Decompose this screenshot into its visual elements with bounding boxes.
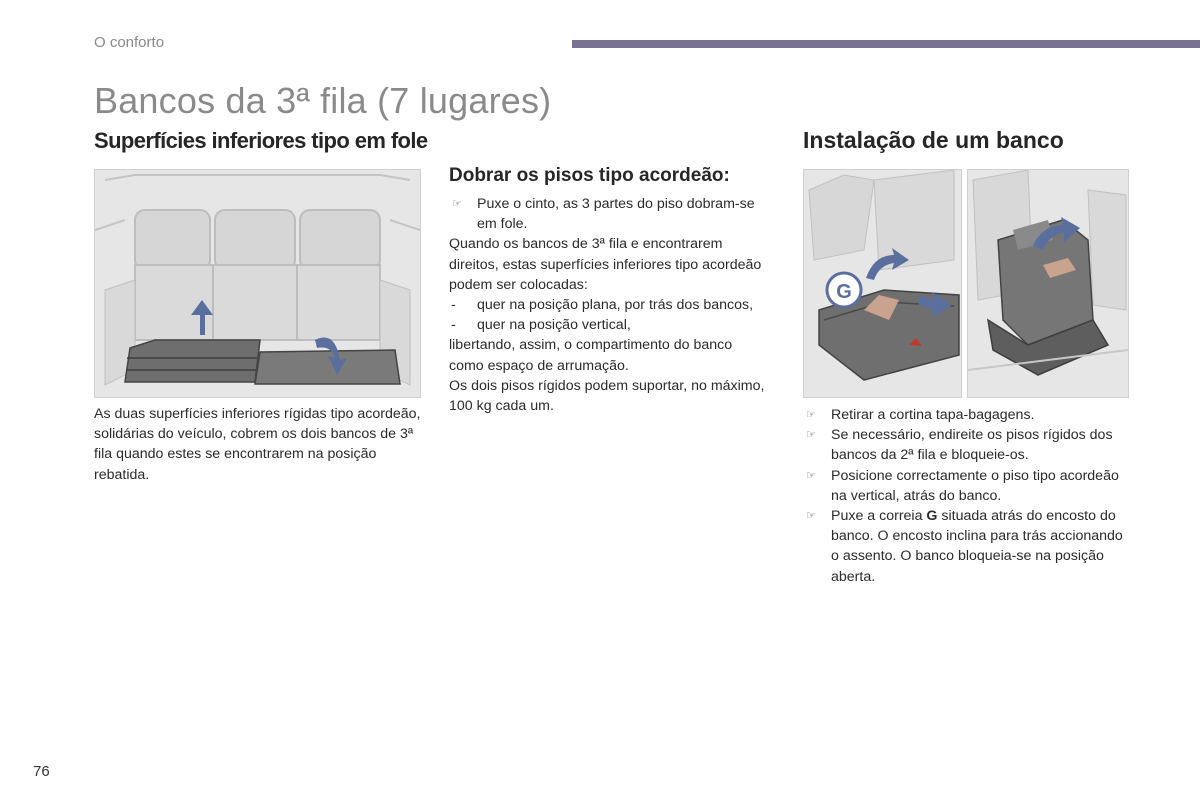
seats-floor-drawing bbox=[95, 170, 420, 397]
dash-text: quer na posição vertical, bbox=[477, 317, 631, 334]
bullet-text-post: situada atrás do encosto do banco. O encosto inclina para trás accionando o assento. O banco bloqueia-se na posição aberta. bbox=[831, 508, 1123, 585]
left-heading: Superfícies inferiores tipo em fole bbox=[94, 128, 428, 153]
section-label: O conforto bbox=[94, 34, 165, 51]
dash-marker: - bbox=[451, 317, 456, 334]
pointing-hand-icon: ☞ bbox=[452, 198, 462, 210]
middle-body bbox=[449, 194, 769, 416]
middle-heading: Dobrar os pisos tipo acordeão: bbox=[449, 165, 730, 186]
bullet-text: Retirar a cortina tapa-bagagens. bbox=[831, 407, 1035, 423]
right-body bbox=[803, 405, 1133, 587]
dash-item bbox=[449, 295, 769, 315]
bullet-text-pre: Puxe a correia bbox=[831, 508, 927, 525]
seat-install-illustration-1 bbox=[803, 169, 962, 398]
accordion-floor-illustration bbox=[94, 169, 421, 398]
bullet-item bbox=[803, 405, 1133, 425]
right-heading: Instalação de um banco bbox=[803, 127, 1064, 153]
paragraph: Quando os bancos de 3ª fila e encontrarem direitos, estas superfícies inferiores tipo acordeão podem ser colocadas: bbox=[449, 236, 762, 293]
seat-folded-drawing bbox=[804, 170, 961, 397]
dash-item bbox=[449, 315, 769, 335]
paragraph: Os dois pisos rígidos podem suportar, no máximo, 100 kg cada um. bbox=[449, 377, 765, 415]
bullet-item bbox=[803, 466, 1133, 506]
bullet-text: Puxe o cinto, as 3 partes do piso dobram-se em fole. bbox=[477, 196, 755, 233]
dash-text: quer na posição plana, por trás dos bancos, bbox=[477, 297, 754, 314]
bullet-text: Posicione correctamente o piso tipo acordeão na vertical, atrás do banco. bbox=[831, 467, 1119, 504]
page-title: Bancos da 3ª fila (7 lugares) bbox=[94, 80, 552, 121]
strap-label-g: G bbox=[926, 508, 938, 525]
header-accent-bar bbox=[572, 40, 1200, 48]
bullet-item bbox=[803, 425, 1133, 465]
bullet-item bbox=[803, 506, 1133, 587]
seat-install-illustration-2 bbox=[967, 169, 1129, 398]
left-caption: As duas superfícies inferiores rígidas tipo acordeão, solidárias do veículo, cobrem os dois bancos de 3ª fila quando estes se encontrarem na posição rebatida. bbox=[94, 406, 421, 483]
bullet-text bbox=[831, 506, 1133, 587]
page-number: 76 bbox=[33, 763, 50, 780]
dash-marker: - bbox=[451, 297, 456, 314]
paragraph: libertando, assim, o compartimento do banco como espaço de arrumação. bbox=[449, 337, 733, 374]
bullet-text: Se necessário, endireite os pisos rígidos dos bancos da 2ª fila e bloqueie-os. bbox=[831, 427, 1113, 464]
pointing-hand-icon: ☞ bbox=[806, 429, 816, 442]
label-g: G bbox=[836, 281, 852, 303]
pointing-hand-icon: ☞ bbox=[806, 510, 816, 523]
seat-upright-drawing bbox=[968, 170, 1128, 397]
pointing-hand-icon: ☞ bbox=[806, 469, 816, 482]
bullet-item bbox=[449, 194, 769, 234]
pointing-hand-icon: ☞ bbox=[806, 409, 816, 421]
